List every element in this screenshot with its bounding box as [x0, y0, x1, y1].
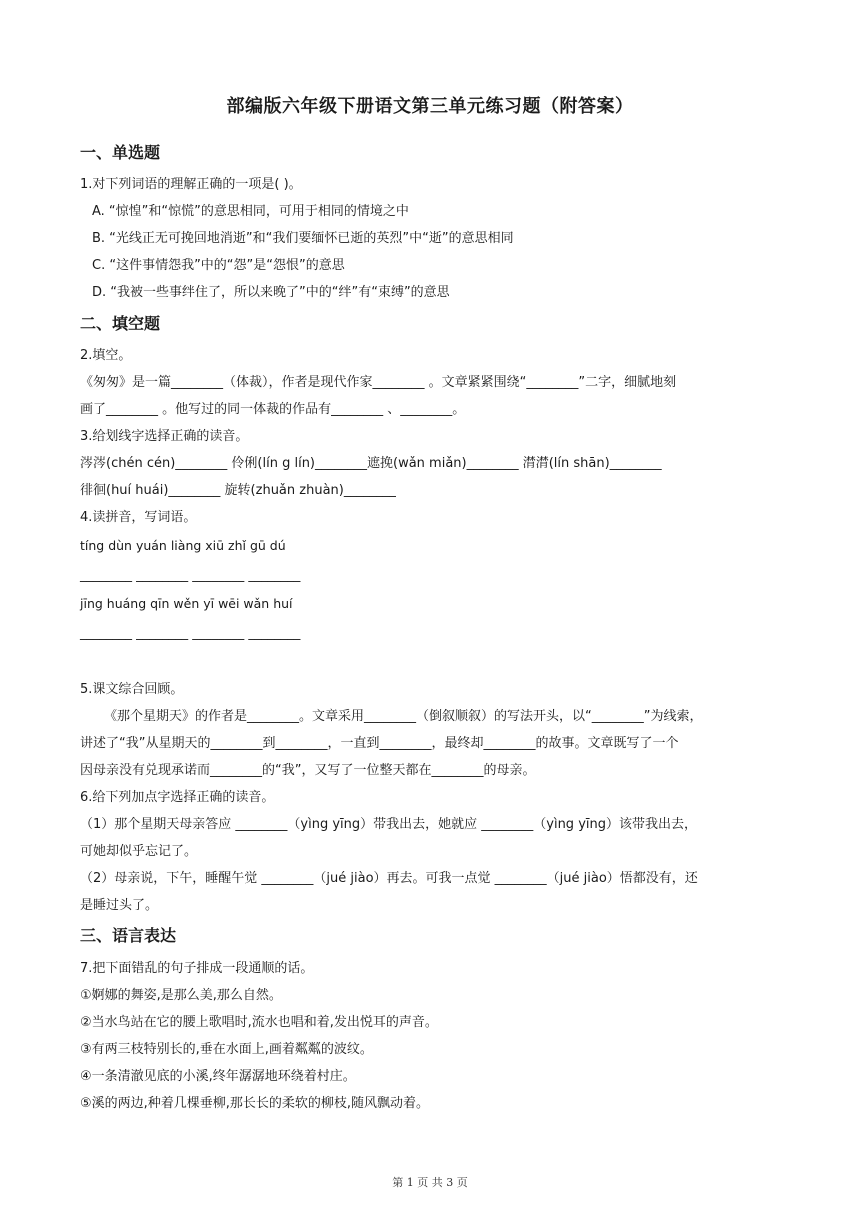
- question-7-stem: 7.把下面错乱的句子排成一段通顺的话。: [80, 961, 314, 976]
- question-4-blank-row-1: ________ ________ ________ ________: [80, 568, 301, 583]
- section-heading-single-choice: 一、单选题: [80, 143, 161, 162]
- question-6-line-1: （1）那个星期天母亲答应 ________（yìng yīng）带我出去，她就应 ________（yìng yīng）该带我出去，: [80, 817, 697, 832]
- question-7-sentence-1: ①婀娜的舞姿,是那么美,那么自然。: [80, 988, 282, 1003]
- question-4-pinyin-row-2: jīng huáng qīn wěn yī wēi wǎn huí: [80, 596, 293, 611]
- question-5-stem: 5.课文综合回顾。: [80, 682, 184, 697]
- question-7-sentence-3: ③有两三枝特别长的,垂在水面上,画着粼粼的波纹。: [80, 1042, 373, 1057]
- question-3-stem: 3.给划线字选择正确的读音。: [80, 429, 249, 444]
- page-footer: 第 1 页 共 3 页: [392, 1176, 468, 1189]
- question-5-line-1: 《那个星期天》的作者是________。文章采用________（倒叙顺叙）的写法开头，以“________”为线索，: [104, 709, 703, 724]
- question-1-option-c: C. “这件事情怨我”中的“怨”是“怨恨”的意思: [92, 258, 345, 273]
- question-4-pinyin-row-1: tíng dùn yuán liàng xiū zhǐ gū dú: [80, 538, 286, 553]
- question-6-line-2: 可她却似乎忘记了。: [80, 844, 198, 859]
- question-7-sentence-4: ④一条清澈见底的小溪,终年潺潺地环绕着村庄。: [80, 1069, 356, 1084]
- question-7-sentence-5: ⑤溪的两边,种着几棵垂柳,那长长的柔软的柳枝,随风飘动着。: [80, 1096, 430, 1111]
- section-heading-language-expression: 三、语言表达: [80, 926, 177, 945]
- question-3-line-1: 涔涔(chén cén)________ 伶俐(lín g lín)________遮挽(wǎn miǎn)________ 潸潸(lín shān)________: [80, 456, 662, 471]
- question-6-line-3: （2）母亲说，下午，睡醒午觉 ________（jué jiào）再去。可我一点觉 ________（jué jiào）悟都没有，还: [80, 871, 698, 886]
- question-4-stem: 4.读拼音，写词语。: [80, 510, 197, 525]
- section-heading-fill-blank: 二、填空题: [80, 314, 161, 333]
- question-6-stem: 6.给下列加点字选择正确的读音。: [80, 790, 275, 805]
- question-2-stem: 2.填空。: [80, 348, 132, 363]
- question-6-line-4: 是睡过头了。: [80, 898, 159, 913]
- question-7-sentence-2: ②当水鸟站在它的腰上歌唱时,流水也唱和着,发出悦耳的声音。: [80, 1015, 438, 1030]
- question-4-blank-row-2: ________ ________ ________ ________: [80, 626, 301, 641]
- question-5-line-2: 讲述了“我”从星期天的________到________，一直到________，最终却________的故事。文章既写了一个: [80, 736, 679, 751]
- question-5-line-3: 因母亲没有兑现承诺而________的“我”，又写了一位整天都在________的母亲。: [80, 763, 536, 778]
- question-1-stem: 1.对下列词语的理解正确的一项是( )。: [80, 177, 302, 192]
- page-title: 部编版六年级下册语文第三单元练习题（附答案）: [226, 96, 634, 117]
- question-1-option-d: D. “我被一些事绊住了，所以来晚了”中的“绊”有“束缚”的意思: [92, 285, 450, 300]
- question-3-line-2: 徘徊(huí huái)________ 旋转(zhuǎn zhuàn)________: [80, 483, 396, 498]
- question-1-option-b: B. “光线正无可挽回地消逝”和“我们要缅怀已逝的英烈”中“逝”的意思相同: [92, 231, 514, 246]
- question-2-line-2: 画了________ 。他写过的同一体裁的作品有________ 、________。: [80, 402, 466, 417]
- question-1-option-a: A. “惊惶”和“惊慌”的意思相同，可用于相同的情境之中: [92, 204, 409, 219]
- question-2-line-1: 《匆匆》是一篇________（体裁），作者是现代作家________ 。文章紧紧围绕“________”二字，细腻地刻: [80, 375, 677, 390]
